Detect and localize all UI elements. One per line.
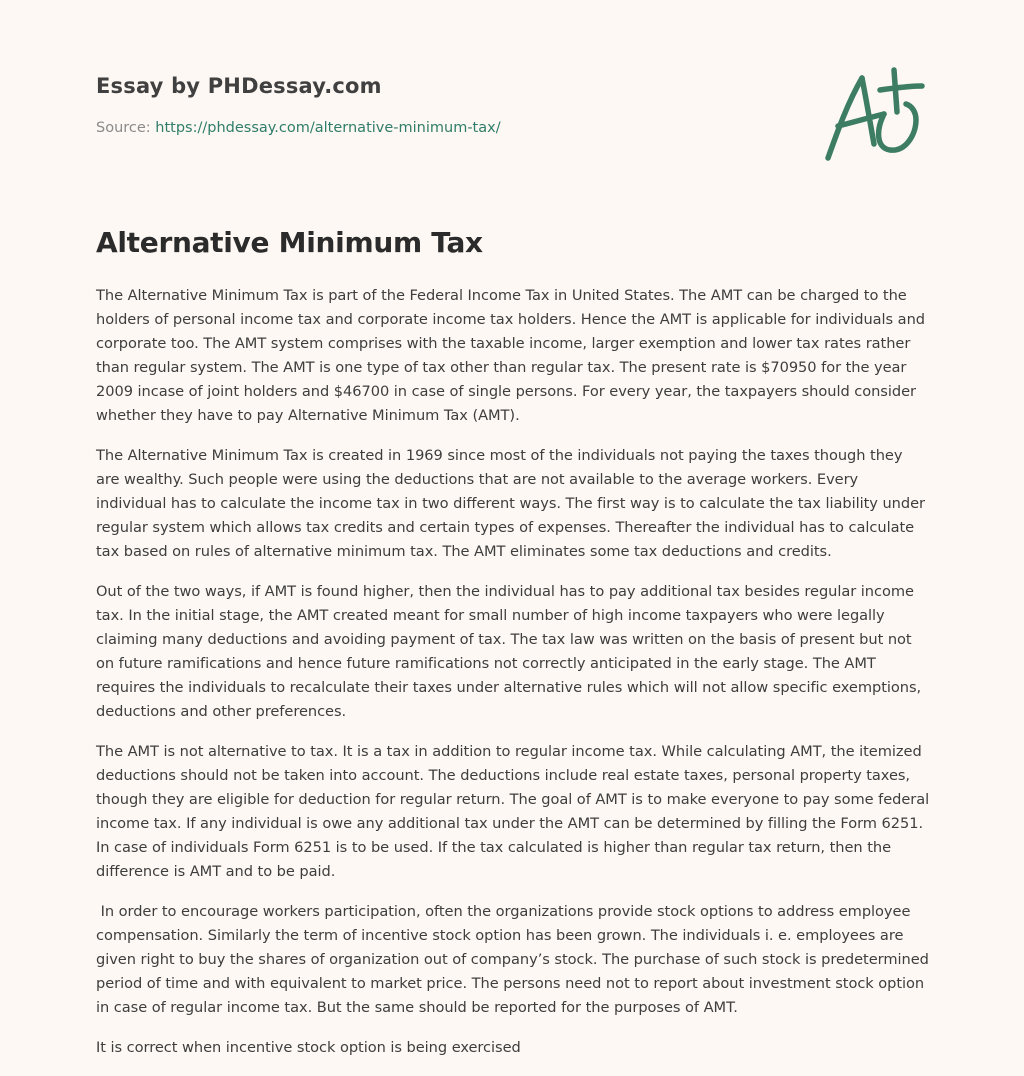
- essay-paragraph: Out of the two ways, if AMT is found higher, then the individual has to pay additional tax besides regular income tax. In the initial stage, the AMT created meant for small number of high income taxpayers who were legally claiming many deductions and avoiding payment of tax. The tax law was written on the basis of present but not on future ramifications and hence future ramifications not correctly anticipated in the early stage. The AMT requires the individuals to recalculate their taxes under alternative rules which will not allow specific exemptions, deductions and other preferences.: [96, 583, 926, 720]
- essay-paragraph: The Alternative Minimum Tax is part of the Federal Income Tax in United States. The AMT can be charged to the holders of personal income tax and corporate income tax holders. Hence the AMT is applicable for individuals and corporate too. The AMT system comprises with the taxable income, larger exemption and lower tax rates rather than regular system. The AMT is one type of tax other than regular tax. The present rate is $70950 for the year 2009 incase of joint holders and $46700 in case of single persons. For every year, the taxpayers should consider whether they have to pay Alternative Minimum Tax (AMT).: [96, 287, 930, 424]
- brand-title: Essay by PHDessay.com: [96, 74, 382, 98]
- page-title: Alternative Minimum Tax: [96, 226, 483, 259]
- a-plus-grade-icon: [818, 64, 930, 168]
- essay-paragraph: It is correct when incentive stock option is being exercised: [96, 1039, 521, 1056]
- source-link[interactable]: https://phdessay.com/alternative-minimum-tax/: [155, 120, 501, 136]
- essay-paragraph: In order to encourage workers participation, often the organizations provide stock options to address employee compensation. Similarly the term of incentive stock option has been grown. The individuals i. e. employees are given right to buy the shares of organization out of company’s stock. The purchase of such stock is predetermined period of time and with equivalent to market price. The persons need not to report about investment stock option in case of regular income tax. But the same should be reported for the purposes of AMT.: [96, 903, 934, 1016]
- source-line: [96, 120, 696, 136]
- essay-paragraph: The AMT is not alternative to tax. It is a tax in addition to regular income tax. While calculating AMT, the itemized deductions should not be taken into account. The deductions include real estate taxes, personal property taxes, though they are eligible for deduction for regular return. The goal of AMT is to make everyone to pay some federal income tax. If any individual is owe any additional tax under the AMT can be determined by filling the Form 6251. In case of individuals Form 6251 is to be used. If the tax calculated is higher than regular tax return, then the difference is AMT and to be paid.: [96, 743, 934, 880]
- essay-header: [96, 74, 696, 136]
- source-label: Source:: [96, 120, 156, 136]
- essay-body: [96, 284, 934, 1076]
- essay-paragraph: The Alternative Minimum Tax is created in 1969 since most of the individuals not paying the taxes though they are wealthy. Such people were using the deductions that are not available to the average workers. Every individual has to calculate the income tax in two different ways. The first way is to calculate the tax liability under regular system which allows tax credits and certain types of expenses. Thereafter the individual has to calculate tax based on rules of alternative minimum tax. The AMT eliminates some tax deductions and credits.: [96, 447, 930, 560]
